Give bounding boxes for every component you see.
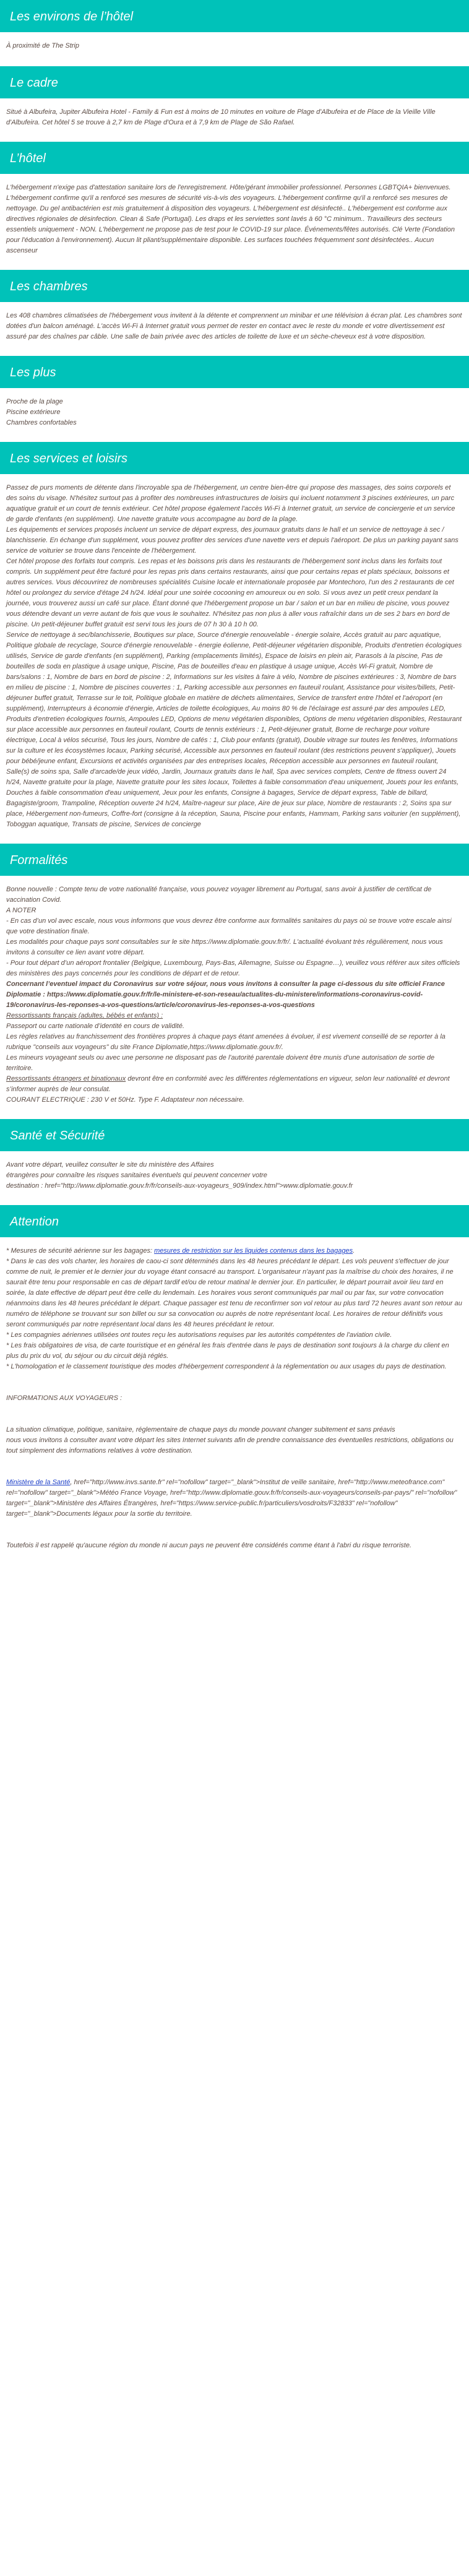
section-title-text: Le cadre [10,76,58,90]
section-title-chambres [0,270,469,302]
sante-line: étrangères pour connaître les risques sanitaires éventuels qui peuvent concerner votre [6,1172,267,1179]
section-title-text: L’hôtel [10,152,46,165]
formalites-intro: Bonne nouvelle : Compte tenu de votre nationalité française, vous pouvez voyager librement au Portugal, sans avoir à justifier de certificat de vaccination Covid. [6,886,432,904]
section-title-attention [0,1205,469,1237]
services-paragraph: Cet hôtel propose des forfaits tout compris. Les repas et les boissons pris dans les restaurants de l'hébergement sont inclus dans les forfaits tout compris. Un supplément peut être facturé pour les repas pris dans certains restaurants, ainsi que pour certains repas et plats spéciaux, boissons et autres services. Vous découvrirez de nombreuses spécialités Cuisine locale et internationale proposée par Montechoro, l'un des 2 restaurants de cet hôtel ou prolongez du service d'étage 24 h/24. Idéal pour une soirée cocooning en amoureux ou en solo. Si vous avez un petit creux pendant la journée, vous trouverez aussi un café sur place. Étant donné que l'hébergement propose un bar / salon et un bar en milieu de piscine, vous pouvez vous détendre devant un verre autant de fois que vous le souhaitez. N'hésitez pas non plus à aller vous rafraîchir dans un de ses 2 bars en bord de piscine. Un petit-déjeuner buffet gratuit est servi tous les jours de 07 h 30 à 10 h 00. [6,558,454,628]
attention-p8: Toutefois il est rappelé qu'aucune région du monde ni aucun pays ne peuvent être considérés comme étant à l'abri du risque terroriste. [6,1542,412,1549]
cadre-body [0,98,469,128]
courant-text: COURANT ELECTRIQUE : 230 V et 50Hz. Type F. Adaptateur non nécessaire. [6,1096,244,1104]
attention-p1 [6,1246,463,1256]
links-rest: , href="http://www.invs.sante.fr" rel="nofollow" target="_blank">Institut de veille sanitaire, href="http://www.meteofrance.com" rel="nofollow" target="_blank">Météo France Voyage, href="http://www.diplomatie.gouv.fr/fr/conseils-aux-voyageurs/conseils-par-pays/" rel="nofollow" target="_blank">Ministère des Affaires Étrangères, href="https://www.service-public.fr/particuliers/vosdroits/F32833" rel="nofollow" target="_blank">Documents légaux pour la sortie du territoire. [6,1479,457,1518]
sante-line: Avant votre départ, veuillez consulter le site du ministère des Affaires [6,1161,214,1169]
attention-p4: * Les frais obligatoires de visa, de carte touristique et en général les frais d'entrée dans le pays de destination sont toujours à la charge du client en plus du prix du vol, du séjour ou du circuit déjà réglés. [6,1342,449,1360]
links-paragraph [6,1477,463,1519]
attention-p1-suffix: . [353,1247,355,1255]
section-title-cadre [0,66,469,98]
anoter-line: - En cas d’un vol avec escale, nous vous informons que vous devrez être conforme aux formalités sanitaires du pays où se trouve votre escale ainsi que votre destination finale. [6,917,452,935]
plus-item: Proche de la plage [6,398,63,405]
section-title-hotel [0,142,469,174]
attention-p6: La situation climatique, politique, sanitaire, réglementaire de chaque pays du monde pouvant changer subitement et sans préavis [6,1426,395,1433]
ministere-sante-link[interactable]: Ministère de la Santé [6,1479,71,1486]
section-title-text: Les plus [10,366,56,379]
section-title-text: Les chambres [10,280,88,293]
anoter-title: A NOTER [6,907,37,914]
hotel-body [0,174,469,256]
chambres-text: Les 408 chambres climatisées de l'hébergement vous invitent à la détente et comprennent un minibar et une télévision à écran plat. Les chambres sont dotées d'un balcon aménagé. L'accès Wi-Fi à Internet gratuit vous permet de rester en contact avec le reste du monde et votre divertissement est assuré par des chaînes par câble. Une salle de bain privée avec des articles de toilette de luxe et un sèche-cheveux est à votre disposition. [6,312,462,340]
section-title-environs [0,0,469,32]
attention-body [0,1237,469,1551]
section-title-services [0,442,469,474]
services-paragraph: Passez de purs moments de détente dans l'incroyable spa de l'hébergement, un centre bien-être qui propose des massages, des soins corporels et des soins du visage. N'hésitez surtout pas à profiter des nombreuses infrastructures de loisirs qui incluent notamment 3 piscines extérieures, un parc aquatique gratuit et un court de tennis extérieur. Cet hôtel propose également l'accès Wi-Fi à Internet gratuit, un service de conciergerie et un service de garde d'enfants (en supplément). Une navette gratuite vous accompagne au bord de la plage. [6,484,455,523]
plus-body [0,388,469,428]
chambres-body [0,302,469,342]
attention-p1-prefix: * Mesures de sécurité aérienne sur les bagages: [6,1247,155,1255]
section-title-text: Formalités [10,854,68,867]
anoter-line: Les modalités pour chaque pays sont consultables sur le site https://www.diplomatie.gouv.fr/fr/. L'actualité évoluant très régulièrement, nous vous invitons à consulter ce lien avant votre départ. [6,938,443,956]
etrangers-label: Ressortissants étrangers et binationaux [6,1075,126,1083]
etrangers-paragraph [6,1074,463,1095]
regles-text: Les règles relatives au franchissement des frontières propres à chaque pays étant amenées à évoluer, il est vivement conseillé de se reporter à la rubrique "conseils aux voyageurs" du site France Diplomatie,https://www.diplomatie.gouv.fr/. [6,1033,445,1051]
services-body [0,474,469,830]
services-paragraph: Les équipements et services proposés incluent un service de départ express, des journaux gratuits dans le hall et un service de nettoyage à sec / blanchisserie. En échange d'un supplément, vous pouvez profiter des services d'une navette vers et depuis l'aéroport. De plus un parking payant sans service de voiturier se trouve dans l'enceinte de l'hébergement. [6,526,458,555]
sante-line: destination : href="http://www.diplomatie.gouv.fr/fr/conseils-aux-voyageurs_909/index.html">www.diplomatie.gouv.fr [6,1182,353,1190]
section-title-text: Les services et loisirs [10,452,128,465]
section-title-formalites [0,844,469,876]
attention-p5: * L'homologation et le classement touristique des modes d'hébergement correspondent à la réglementation ou aux usages du pays de destination. [6,1363,447,1370]
ressortissants-francais: Ressortissants français (adultes, bébés et enfants) : [6,1012,163,1019]
plus-item: Chambres confortables [6,419,77,426]
attention-p7: nous vous invitons à consulter avant votre départ les sites Internet suivants afin de prendre connaissance des éventuelles restrictions, obligations ou tout simplement des informations relatives à votre destination. [6,1437,454,1454]
infos-voyageurs-title: INFORMATIONS AUX VOYAGEURS : [6,1394,123,1402]
section-title-plus [0,356,469,388]
section-title-text: Attention [10,1215,59,1229]
mineurs-text: Les mineurs voyageant seuls ou avec une personne ne disposant pas de l'autorité parentale doivent être munis d'une autorisation de sortie de territoire. [6,1054,435,1072]
coronavirus-notice: Concernant l’eventuel impact du Coronavirus sur votre séjour, nous vous invitons à consulter la page ci-dessous du site officiel France Diplomatie : https://www.diplomatie.gouv.fr/fr/le-ministere-et-son-reseau/actualites-du-ministere/informations-coronavirus-covid-19/coronavirus-les-reponses-a-vos-questions/article/coronavirus-les-reponses-a-vos-questions [6,980,445,1009]
plus-item: Piscine extérieure [6,408,61,416]
etrangers-text: devront être en conformité avec les différentes réglementations en vigueur, selon leur nationalité et devront s’informer auprès de leur consulat. [6,1075,450,1093]
environs-text: À proximité de The Strip [6,42,79,50]
attention-p3: * Les compagnies aériennes utilisées ont toutes reçu les autorisations requises par les autorités compétentes de l'aviation civile. [6,1331,392,1339]
environs-body [0,32,469,51]
hotel-text: L'hébergement n'exige pas d'attestation sanitaire lors de l'enregistrement. Hôte/gérant immobilier professionnel. Personnes LGBTQIA+ bienvenues. L'hébergement confirme qu'il a renforcé ses mesures de sécurité vis-à-vis des voyageurs. L'hébergement confirme qu'il a renforcé ses mesures de nettoyage. Du gel antibactérien est mis gratuitement à disposition des voyageurs. L'hébergement est désinfecté.. L'hébergement est conforme aux directives régionales de désinfection. Clean & Safe (Portugal). Les draps et les serviettes sont lavés à 60 °C minimum.. Travailleurs des secteurs essentiels uniquement - NON. L'hébergement ne propose pas de test pour le COVID-19 sur place. Événements/fêtes autorisés. Clé Verte (Fondation pour l'éducation à l'environnement). Aucun lit pliant/supplémentaire disponible. Les surfaces touchées fréquemment sont désinfectées.. Aucun ascenseur [6,184,455,254]
liquids-restriction-link[interactable]: mesures de restriction sur les liquides contenus dans les bagages [154,1247,353,1255]
cadre-text: Situé à Albufeira, Jupiter Albufeira Hotel - Family & Fun est à moins de 10 minutes en voiture de Plage d'Albufeira et de Place de la Vieille Ville d'Albufeira. Cet hôtel 5 se trouve à 2,7 km de Plage d'Oura et à 7,9 km de Plage de São Rafael. [6,108,436,126]
section-title-sante [0,1119,469,1151]
formalites-body [0,876,469,1105]
services-paragraph: Service de nettoyage à sec/blanchisserie, Boutiques sur place, Source d'énergie renouvelable - énergie solaire, Accès gratuit au parc aquatique, Politique globale de recyclage, Source d'énergie renouvelable - énergie éolienne, Petit-déjeuner végétarien disponible, Produits d'entretien écologiques utilisés, Service de garde d'enfants (en supplément), Parking (emplacements limités), Espace de loisirs en plein air, Parasols à la piscine, Pas de bouteilles de soda en plastique à usage unique, Piscine, Pas de bouteilles d'eau en plastique à usage unique, Accès Wi-Fi gratuit, Nombre de bars/salons : 1, Nombre de bars en bord de piscine : 2, Informations sur les visites à faire à vélo, Nombre de piscines extérieures : 3, Nombre de bars en milieu de piscine : 1, Nombre de piscines couvertes : 1, Parking accessible aux personnes en fauteuil roulant, Assistance pour visites/billets, Petit-déjeuner buffet gratuit, Terrasse sur le toit, Politique globale en matière de déchets alimentaires, Service de transfert entre l'hôtel et l'aéroport (en supplément), Interrupteurs à économie d'énergie, Articles de toilette écologiques, Au moins 80 % de l'éclairage est assuré par des ampoules LED, Produits d'entretien écologiques fournis, Ampoules LED, Options de menu végétarien disponibles, Options de menu végétarien disponibles, Restaurant sur place accessible aux personnes en fauteuil roulant, Courts de tennis extérieurs : 1, Petit-déjeuner gratuit, Borne de recharge pour voiture électrique, Local à vélos sécurisé, Tous les jours, Nombre de cafés : 1, Club pour enfants (gratuit), Double vitrage sur toutes les fenêtres, Informations sur la culture et les écosystèmes locaux, Parking sécurisé, Accessible aux personnes en fauteuil roulant (des restrictions peuvent s'appliquer), Jouets pour bébé/jeune enfant, Excursions et activités organisées par des entreprises locales, Réception accessible aux personnes en fauteuil roulant, Salle(s) de soins spa, Salle d'arcade/de jeux vidéo, Jardin, Journaux gratuits dans le hall, Spa avec services complets, Centre de fitness ouvert 24 h/24, Navette gratuite pour la plage, Navette gratuite pour les sites locaux, Toilettes à faible consommation d'eau uniquement, Jouets pour les enfants, Douches à faible consommation d'eau uniquement, Jeux pour les enfants, Consigne à bagages, Service de départ express, Table de billard, Bagagiste/groom, Trampoline, Réception ouverte 24 h/24, Maître-nageur sur place, Aire de jeux sur place, Nombre de restaurants : 2, Soins spa sur place, Hébergement non-fumeurs, Coffre-fort (consigne à la réception, Sauna, Piscine pour enfants, Hammam, Parking sans voiturier (en supplément), Toboggan aquatique, Transats de piscine, Services de concierge [6,631,462,828]
section-title-text: Les environs de l’hôtel [10,10,134,24]
attention-p2: * Dans le cas des vols charter, les horaires de caou-ci sont déterminés dans les 48 heures précédant le départ. Les vols peuvent s'effectuer de jour comme de nuit, le premier et le dernier jour du voyage étant consacré au transport. L'organisateur n'ayant pas la maîtrise du choix des horaires, il ne saurait être tenu pour responsable en cas de départ tardif et/ou de retour matinal le dernier jour. En particulier, le départ pourrait avoir lieu tard en soirée, la date effective de départ peut être celle du lendemain. Les horaires vous seront communiqués par mail ou par fax, sur votre convocation néanmoins dans les 48 heures précédant le départ. Chaque passager est tenu de reconfirmer son vol retour au plus tard 72 heures avant son retour au numéro de téléphone se trouvant sur son billet ou sur sa convocation ou auprès de notre représentant local. Les horaires de retour définitifs vous seront communiqués par notre représentant local dans les 48 heures précédant le retour. [6,1258,462,1328]
passport-text: Passeport ou carte nationale d’identité en cours de validité. [6,1022,185,1030]
anoter-line: - Pour tout départ d’un aéroport frontalier (Belgique, Luxembourg, Pays-Bas, Allemagne, Suisse ou Espagne…), veuillez vous référer aux sites officiels des ministères des pays concernés pour les conditions de départ et de retour. [6,959,460,977]
section-title-text: Santé et Sécurité [10,1129,105,1143]
sante-body [0,1151,469,1191]
